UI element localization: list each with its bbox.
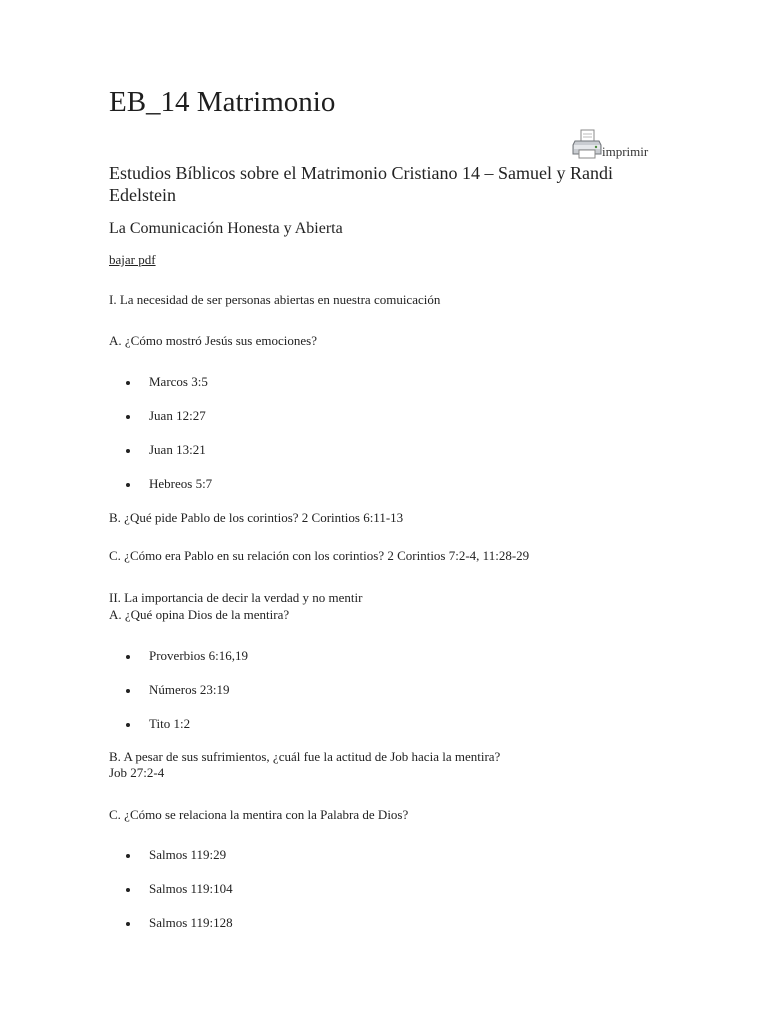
part2-refs-c-list — [109, 847, 233, 949]
part2-question-b: B. A pesar de sus sufrimientos, ¿cuál fue la actitud de Job hacia la mentira? — [109, 749, 501, 764]
part2-refs-a-list — [109, 648, 248, 750]
list-item: Marcos 3:5 — [109, 374, 212, 408]
section-title: La Comunicación Honesta y Abierta — [109, 220, 343, 237]
subtitle: Estudios Bíblicos sobre el Matrimonio Cristiano 14 – Samuel y Randi Edelstein — [109, 163, 613, 205]
part2-question-c: C. ¿Cómo se relaciona la mentira con la Palabra de Dios? — [109, 807, 409, 822]
part2-question-a: A. ¿Qué opina Dios de la mentira? — [109, 607, 290, 622]
print-button[interactable] — [572, 128, 648, 160]
list-item: Salmos 119:128 — [109, 915, 233, 949]
part1-refs-list — [109, 374, 212, 510]
part2-heading: II. La importancia de decir la verdad y no mentir — [109, 590, 363, 605]
print-label: imprimir — [602, 144, 649, 159]
part1-question-c: C. ¿Cómo era Pablo en su relación con los corintios? 2 Corintios 7:2-4, 11:28-29 — [109, 548, 530, 563]
list-item: Números 23:19 — [109, 682, 248, 716]
list-item: Hebreos 5:7 — [109, 476, 212, 510]
list-item: Tito 1:2 — [109, 716, 248, 750]
page-title: EB_14 Matrimonio — [109, 86, 336, 118]
download-pdf-link[interactable]: bajar pdf — [109, 252, 156, 267]
part2-question-b-ref: Job 27:2-4 — [109, 765, 165, 780]
list-item: Juan 13:21 — [109, 442, 212, 476]
part1-question-b: B. ¿Qué pide Pablo de los corintios? 2 Corintios 6:11-13 — [109, 510, 404, 525]
part1-question-a: A. ¿Cómo mostró Jesús sus emociones? — [109, 333, 317, 348]
list-item: Salmos 119:104 — [109, 881, 233, 915]
list-item: Juan 12:27 — [109, 408, 212, 442]
list-item: Proverbios 6:16,19 — [109, 648, 248, 682]
printer-icon — [572, 128, 602, 160]
list-item: Salmos 119:29 — [109, 847, 233, 881]
part1-heading: I. La necesidad de ser personas abiertas en nuestra comuicación — [109, 292, 441, 307]
